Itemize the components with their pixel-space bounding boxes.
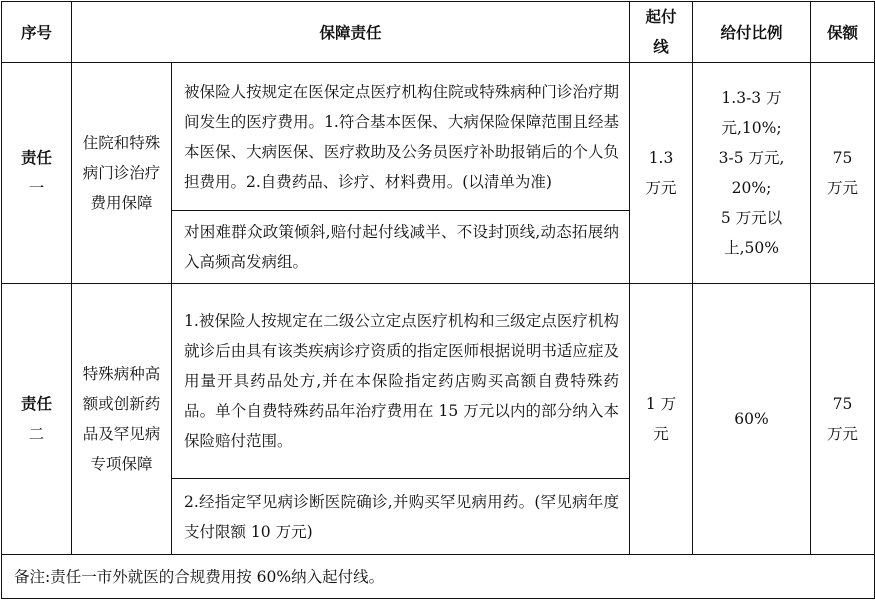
header-responsibility: 保障责任 — [72, 2, 630, 63]
amount-unit: 万元 — [827, 425, 859, 443]
responsibility-name: 住院和特殊病门诊治疗费用保障 — [72, 63, 172, 284]
ratio-line: 20%; — [731, 179, 772, 197]
responsibility-detail: 2.经指定罕见病诊断医院确诊,并购买罕见病用药。(罕见病年度支付限额 10 万元) — [172, 479, 630, 555]
header-row — [2, 2, 875, 63]
header-ratio: 给付比例 — [693, 2, 811, 63]
header-threshold-line2: 线 — [653, 38, 669, 56]
amount-unit: 万元 — [827, 179, 859, 197]
responsibility-detail: 1.被保险人按规定在二级公立定点医疗机构和三级定点医疗机构就诊后由具有该类疾病诊疗资质的指定医师根据说明书适应症及用量开具药品处方,并在本保险指定药店购买高额自费特殊药品。单个自费特殊药品年治疗费用在 15 万元以内的部分纳入本保险赔付范围。 — [172, 284, 630, 479]
responsibility-detail: 被保险人按规定在医保定点医疗机构住院或特殊病种门诊治疗期间发生的医疗费用。1.符合基本医保、大病保险保障范围且经基本医保、大病医保、医疗救助及公务员医疗补助报销后的个人负担费用。2.自费药品、诊疗、材料费用。(以清单为准) — [172, 63, 630, 211]
threshold-cell — [630, 63, 693, 284]
ratio-cell — [693, 63, 811, 284]
amount-value: 75 — [832, 395, 853, 413]
responsibility-number-value: 一 — [28, 179, 45, 197]
header-no: 序号 — [2, 2, 72, 63]
table-row — [2, 284, 875, 479]
ratio-line: 3-5 万元, — [718, 149, 785, 167]
amount-cell — [811, 63, 875, 284]
ratio-line: 5 万元以 — [720, 209, 783, 227]
responsibility-number-value: 二 — [28, 425, 45, 443]
responsibility-number — [2, 63, 72, 284]
header-amount: 保额 — [811, 2, 875, 63]
threshold-value: 1.3 — [648, 149, 674, 167]
threshold-unit: 元 — [653, 425, 669, 443]
amount-value: 75 — [832, 149, 853, 167]
amount-cell — [811, 284, 875, 555]
header-threshold — [630, 2, 693, 63]
ratio-line: 1.3-3 万 — [721, 89, 782, 107]
insurance-coverage-table — [1, 1, 875, 599]
responsibility-number-label: 责任 — [20, 395, 52, 413]
table-row — [2, 63, 875, 211]
ratio-line: 元,10%; — [721, 119, 782, 137]
table-note: 备注:责任一市外就医的合规费用按 60%纳入起付线。 — [2, 555, 875, 599]
threshold-value: 1 万 — [645, 395, 677, 413]
ratio-cell: 60% — [693, 284, 811, 555]
responsibility-detail: 对困难群众政策倾斜,赔付起付线减半、不设封顶线,动态拓展纳入高频高发病组。 — [172, 211, 630, 284]
responsibility-name: 特殊病种高额或创新药品及罕见病专项保障 — [72, 284, 172, 555]
threshold-unit: 万元 — [645, 179, 677, 197]
responsibility-number-label: 责任 — [20, 149, 52, 167]
threshold-cell — [630, 284, 693, 555]
responsibility-number — [2, 284, 72, 555]
ratio-line: 上,50% — [724, 239, 779, 257]
header-threshold-line1: 起付 — [645, 8, 677, 26]
note-row — [2, 555, 875, 599]
